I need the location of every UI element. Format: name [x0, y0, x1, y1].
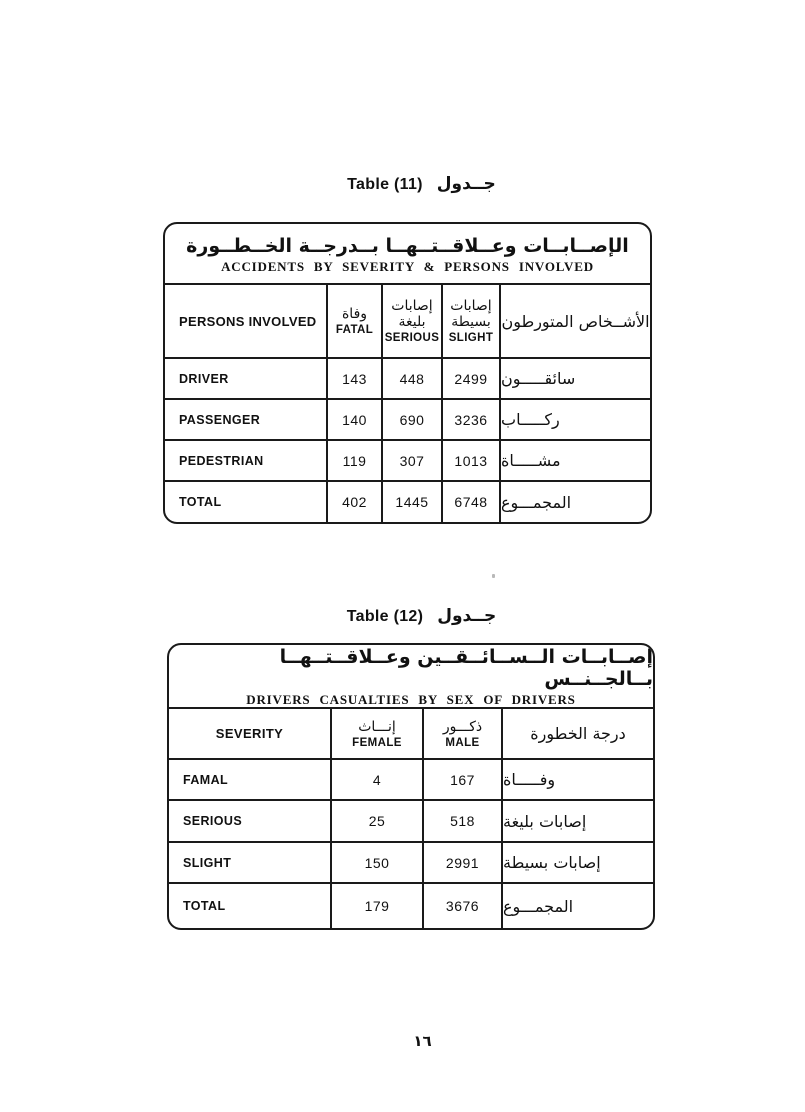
table12-fatal-female: 4 — [332, 760, 424, 801]
table11-row-driver-label: DRIVER — [165, 359, 328, 400]
page-number: ١٦ — [413, 1032, 432, 1050]
table11-pedestrian-fatal: 119 — [328, 441, 383, 482]
table11-colheader-fatal — [328, 285, 383, 359]
table11-title-band — [165, 224, 650, 285]
table12-serious-female: 25 — [332, 801, 424, 843]
table11-colheader-persons — [165, 285, 328, 359]
table11-row-passenger-label: PASSENGER — [165, 400, 328, 441]
table11-total-serious: 1445 — [383, 482, 443, 522]
table11-passenger-slight: 3236 — [443, 400, 501, 441]
table12-row-total-label: TOTAL — [169, 884, 332, 928]
table12-colheader-male — [424, 709, 503, 760]
table11 — [163, 222, 652, 524]
table11-caption — [38, 174, 805, 194]
table11-colheader-fatal-english: FATAL — [335, 324, 374, 336]
table11-row-total-label: TOTAL — [165, 482, 328, 522]
table12-title-english: DRIVERS CASUALTIES BY SEX OF DRIVERS — [246, 692, 576, 707]
table12-row-serious-arabic: إصابات بليغة — [503, 801, 653, 843]
table12-caption-english: Table (12) — [346, 608, 424, 625]
table12-slight-female: 150 — [332, 843, 424, 884]
table11-colheader-slight-arabic-line2: بسيطة — [451, 314, 491, 330]
table12-row-slight-label: SLIGHT — [169, 843, 332, 884]
table11-colheader-slight — [443, 285, 501, 359]
table12-row-fatal-label: FAMAL — [169, 760, 332, 801]
table12-row-slight-arabic: إصابات بسيطة — [503, 843, 653, 884]
table12-colheader-female-english: FEMALE — [352, 736, 402, 749]
table11-colheader-serious — [383, 285, 443, 359]
table11-row-driver-arabic: سائقـــــون — [501, 359, 650, 400]
table12-colheader-female — [332, 709, 424, 760]
table12-serious-male: 518 — [424, 801, 503, 843]
table11-title-arabic: الإصــابــات وعــلاقــتــهــا بــدرجــة الخــطــورة — [186, 234, 629, 257]
table11-colheader-persons-arabic-label: الأشــخاص المتورطون — [501, 311, 650, 331]
table12-title-band — [169, 645, 653, 709]
table11-colheader-persons-label: PERSONS INVOLVED — [179, 313, 317, 329]
table12-title-arabic: إصــابــات الــســائــقــين وعــلاقــتــهــا بــالجــنــس — [279, 646, 653, 690]
table12-colheader-severity-label: SEVERITY — [215, 726, 284, 741]
table11-colheader-serious-arabic-line1: إصابات — [391, 298, 433, 314]
table12 — [167, 643, 655, 930]
table11-passenger-serious: 690 — [383, 400, 443, 441]
table11-row-passenger-arabic: ركـــــاب — [501, 400, 650, 441]
table11-driver-fatal: 143 — [328, 359, 383, 400]
table12-colheader-severity-arabic-label: درجة الخطورة — [530, 724, 626, 743]
table11-colheader-serious-arabic-line2: بليغة — [398, 314, 426, 330]
table12-colheader-male-arabic: ذكـــور — [442, 718, 483, 735]
table11-row-total-arabic: المجمـــوع — [501, 492, 572, 512]
table12-row-total-arabic: المجمـــوع — [503, 896, 574, 916]
table12-fatal-male: 167 — [424, 760, 503, 801]
table12-colheader-male-english: MALE — [445, 736, 480, 749]
table12-grid — [169, 709, 653, 928]
table12-slight-male: 2991 — [424, 843, 503, 884]
table12-colheader-female-arabic: إنـــاث — [358, 718, 396, 735]
table11-passenger-fatal: 140 — [328, 400, 383, 441]
table11-pedestrian-slight: 1013 — [443, 441, 501, 482]
table12-total-male: 3676 — [424, 884, 503, 928]
table11-total-fatal: 402 — [328, 482, 383, 522]
table11-title-english: ACCIDENTS BY SEVERITY & PERSONS INVOLVED — [221, 258, 594, 274]
scan-speck — [492, 574, 495, 578]
table11-grid — [165, 285, 650, 522]
table12-colheader-severity — [169, 709, 332, 760]
table11-colheader-persons-arabic — [501, 285, 650, 359]
table11-colheader-slight-arabic-line1: إصابات — [450, 298, 492, 314]
table11-row-pedestrian-label: PEDESTRIAN — [165, 441, 328, 482]
table12-row-fatal-arabic: وفـــــاة — [503, 760, 653, 801]
table11-colheader-serious-english: SERIOUS — [384, 332, 440, 344]
table12-caption-arabic: جــدول — [437, 606, 497, 626]
table11-row-pedestrian-arabic: مشـــــاة — [501, 441, 650, 482]
table11-pedestrian-serious: 307 — [383, 441, 443, 482]
table12-caption — [38, 606, 805, 626]
table11-colheader-slight-english: SLIGHT — [448, 332, 494, 344]
table12-colheader-severity-arabic — [503, 709, 653, 760]
table11-driver-serious: 448 — [383, 359, 443, 400]
table11-caption-arabic: جــدول — [436, 174, 496, 194]
table11-driver-slight: 2499 — [443, 359, 501, 400]
table12-total-female: 179 — [332, 884, 424, 928]
table11-caption-english: Table (11) — [347, 176, 423, 193]
table11-colheader-fatal-arabic: وفاة — [341, 306, 368, 322]
table11-total-slight: 6748 — [443, 482, 501, 522]
table12-row-serious-label: SERIOUS — [169, 801, 332, 843]
